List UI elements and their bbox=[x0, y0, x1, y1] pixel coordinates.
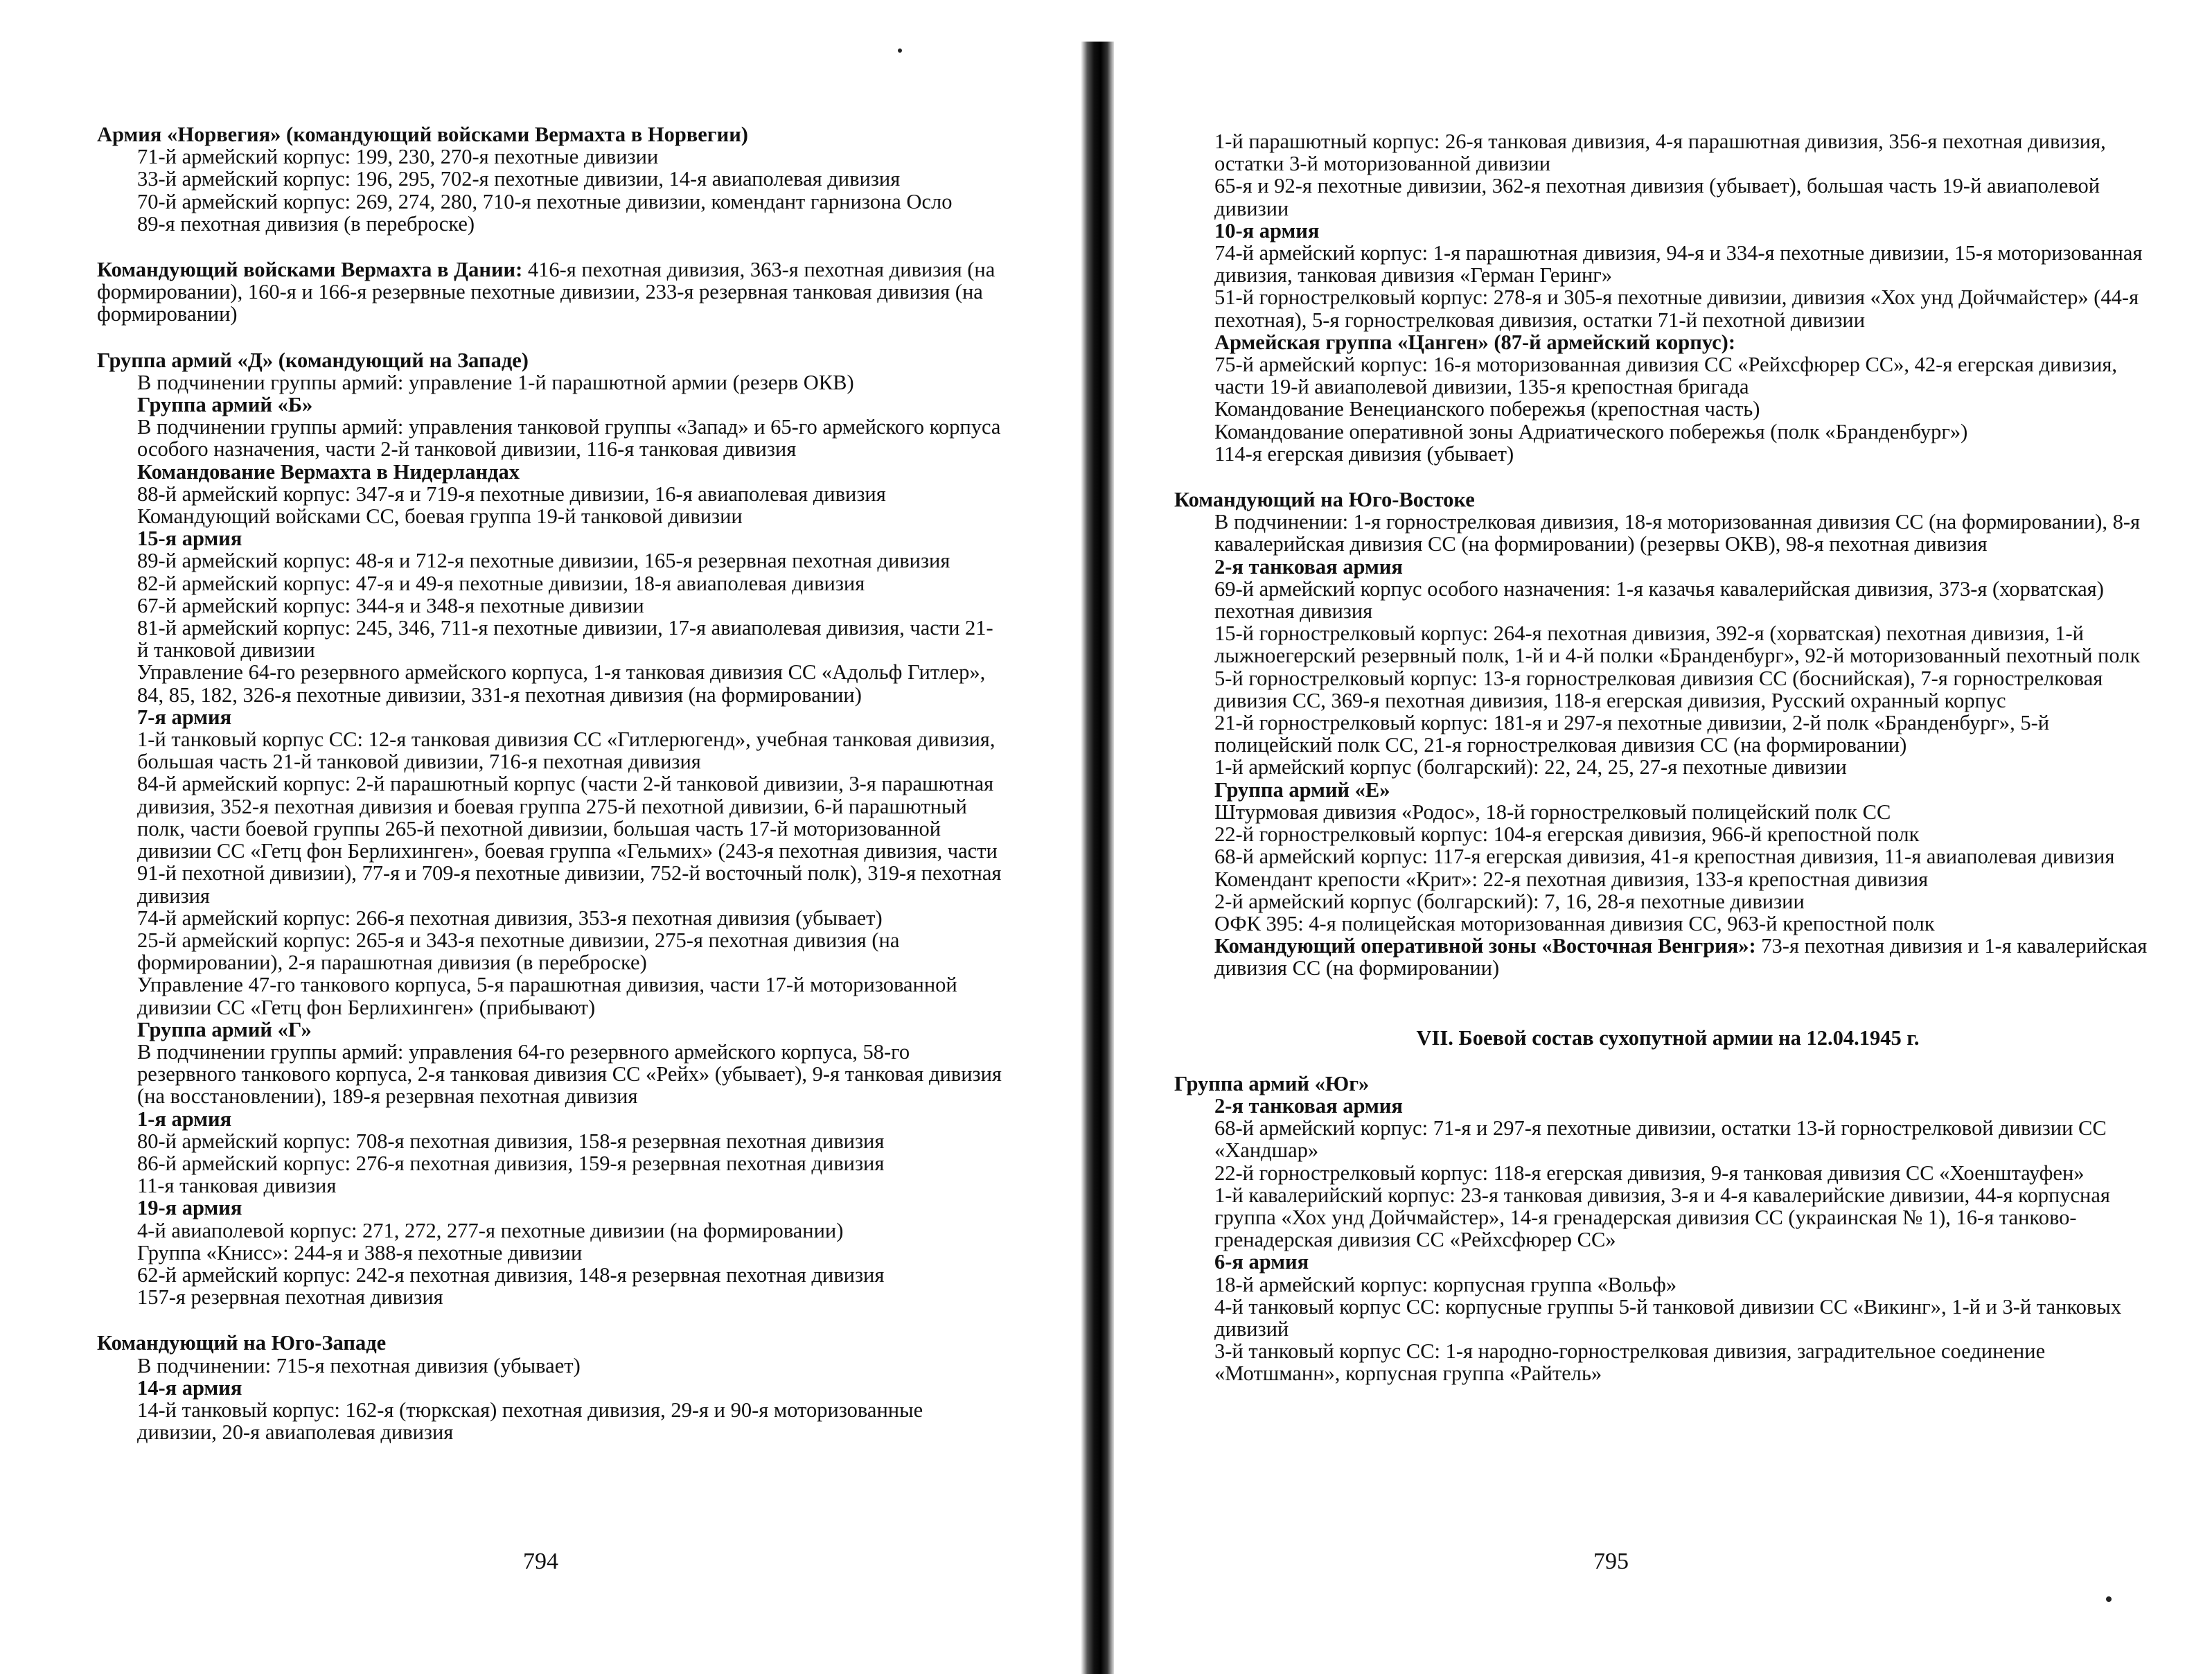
entry-line: 1-й армейский корпус (болгарский): 22, 24, 25, 27-я пехотные дивизии bbox=[1214, 755, 1847, 779]
section-heading: Группа армий «Д» (командующий на Западе) bbox=[97, 348, 529, 372]
entry-line: 51-й горнострелковый корпус: 278-я и 305-я пехотные дивизии, дивизия «Хох унд Дойчмайстер» (44-я пехотная), 5-я горнострелковая дивизия, остатки 71-й пехотной дивизии bbox=[1214, 285, 2139, 332]
scan-speck bbox=[2106, 1596, 2112, 1602]
entry-line: 11-я танковая дивизия bbox=[137, 1174, 337, 1198]
entry-line: 114-я егерская дивизия (убывает) bbox=[1214, 441, 1514, 466]
entry-line: Командование оперативной зоны Адриатического побережья (полк «Бранденбург») bbox=[1214, 419, 1968, 443]
entry-line bbox=[97, 258, 1005, 326]
entry-heading: Командующий войсками Вермахта в Дании: bbox=[97, 258, 523, 282]
entry-line: 75-й армейский корпус: 16-я моторизованная дивизия СС «Рейхсфюрер СС», 42-я егерская дивизия, части 19-й авиаполевой дивизии, 135-я крепостная бригада bbox=[1214, 353, 2118, 399]
entry-line: 88-й армейский корпус: 347-я и 719-я пехотные дивизии, 16-я авиаполевая дивизия bbox=[137, 482, 886, 506]
entry-line: 74-й армейский корпус: 1-я парашютная дивизия, 94-я и 334-я пехотные дивизии, 15-я моторизованная дивизия, танковая дивизия «Герман Геринг» bbox=[1214, 241, 2143, 288]
section-heading: 2-я танковая армия bbox=[1214, 1093, 1403, 1118]
section-heading: Армия «Норвегия» (командующий войсками Вермахта в Норвегии) bbox=[97, 123, 748, 146]
paragraph-gap bbox=[1174, 465, 2161, 488]
section-heading: Группа армий «Б» bbox=[137, 393, 313, 417]
entry-line: 71-й армейский корпус: 199, 230, 270-я пехотные дивизии bbox=[137, 145, 659, 169]
entry-line: 67-й армейский корпус: 344-я и 348-я пехотные дивизии bbox=[137, 593, 644, 617]
entry-line: 22-й горнострелковый корпус: 104-я егерская дивизия, 966-й крепостной полк bbox=[1214, 822, 1920, 847]
entry-line: Командование Венецианского побережья (крепостная часть) bbox=[1214, 397, 1760, 421]
entry-line: 82-й армейский корпус: 47-я и 49-я пехотные дивизии, 18-я авиаполевая дивизия bbox=[137, 571, 865, 595]
entry-line: Комендант крепости «Крит»: 22-я пехотная дивизия, 133-я крепостная дивизия bbox=[1214, 867, 1929, 891]
entry-line: 70-й армейский корпус: 269, 274, 280, 710-я пехотные дивизии, комендант гарнизона Осло bbox=[137, 189, 953, 213]
page-number-right: 795 bbox=[1593, 1549, 1629, 1574]
entry-line: ОФК 395: 4-я полицейская моторизованная дивизия СС, 963-й крепостной полк bbox=[1214, 911, 1935, 935]
entry-line: 69-й армейский корпус особого назначения: 1-я казачья кавалерийская дивизия, 373-я (хорватская) пехотная дивизия bbox=[1214, 576, 2104, 624]
entry-line: Штурмовая дивизия «Родос», 18-й горнострелковый полицейский полк СС bbox=[1214, 800, 1891, 824]
scan-speck bbox=[898, 49, 902, 53]
entry-line: В подчинении группы армий: управления танковой группы «Запад» и 65-го армейского корпуса особого назначения, части 2-й танковой дивизии, 116-я танковая дивизия bbox=[137, 415, 1001, 461]
entry-line: 74-й армейский корпус: 266-я пехотная дивизия, 353-я пехотная дивизия (убывает) bbox=[137, 906, 883, 930]
entry-line: Группа «Книсс»: 244-я и 388-я пехотные дивизии bbox=[137, 1240, 583, 1265]
entry-line: 21-й горнострелковый корпус: 181-я и 297-я пехотные дивизии, 2-й полк «Бранденбург», 5-й полицейский полк СС, 21-я горнострелковая дивизия СС (на формировании) bbox=[1214, 711, 2050, 757]
section-heading: 14-я армия bbox=[137, 1375, 242, 1400]
section-heading: Группа армий «Г» bbox=[137, 1017, 312, 1041]
entry-line: 25-й армейский корпус: 265-я и 343-я пехотные дивизии, 275-я пехотная дивизия (на формировании), 2-я парашютная дивизия (в переброске) bbox=[137, 928, 900, 975]
entry-line: Управление 47-го танкового корпуса, 5-я парашютная дивизия, части 17-й моторизованной дивизии СС «Гетц фон Берлихинген» (прибывают) bbox=[137, 973, 957, 1019]
entry-line: 62-й армейский корпус: 242-я пехотная дивизия, 148-я резервная пехотная дивизия bbox=[137, 1262, 885, 1287]
entry-line: В подчинении: 715-я пехотная дивизия (убывает) bbox=[137, 1353, 581, 1377]
entry-line: 157-я резервная пехотная дивизия bbox=[137, 1285, 443, 1310]
paragraph-gap bbox=[1174, 980, 2161, 1003]
paragraph-gap bbox=[1174, 1049, 2161, 1073]
entry-line: 81-й армейский корпус: 245, 346, 711-я пехотные дивизии, 17-я авиаполевая дивизия, части 21-й танковой дивизии bbox=[137, 616, 993, 662]
entry-line: В подчинении группы армий: управление 1-й парашютной армии (резерв ОКВ) bbox=[137, 370, 854, 394]
entry-text: 416-я пехотная дивизия, 363-я пехотная дивизия (на формировании), 160-я и 166-я резервные пехотные дивизии, 233-я резервная танковая дивизия (на формировании) bbox=[97, 258, 996, 326]
entry-line: 18-й армейский корпус: корпусная группа «Вольф» bbox=[1214, 1272, 1677, 1296]
entry-text: 73-я пехотная дивизия и 1-я кавалерийская дивизия СС (на формировании) bbox=[1214, 934, 2148, 980]
section-heading: Группа армий «Е» bbox=[1214, 777, 1390, 802]
entry-line: В подчинении: 1-я горнострелковая дивизия, 18-я моторизованная дивизия СС (на формировании), 8-я кавалерийская дивизия СС (на формировании) (резервы ОКВ), 98-я пехотная дивизия bbox=[1214, 510, 2141, 556]
entry-line: 89-я пехотная дивизия (в переброске) bbox=[137, 211, 475, 236]
entry-line: 3-й танковый корпус СС: 1-я народно-горнострелковая дивизия, заградительное соединение «Мотшманн», корпусная группа «Райтель» bbox=[1214, 1339, 2046, 1386]
entry-line: 15-й горнострелковый корпус: 264-я пехотная дивизия, 392-я (хорватская) пехотная дивизия, 1-й лыжноегерский резервный полк, 1-й и 4-й полки «Бранденбург», 92-й моторизованный пехотный полк bbox=[1214, 622, 2141, 668]
section-heading: Командующий на Юго-Западе bbox=[97, 1331, 387, 1355]
entry-line: 14-й танковый корпус: 162-я (тюркская) пехотная дивизия, 29-я и 90-я моторизованные дивизии, 20-я авиаполевая дивизия bbox=[137, 1398, 923, 1445]
page-number-left: 794 bbox=[523, 1549, 558, 1574]
right-text-column bbox=[1174, 130, 2161, 1385]
entry-line: 1-й кавалерийский корпус: 23-я танковая дивизия, 3-я и 4-я кавалерийские дивизии, 44-я корпусная группа «Хох унд Дойчмайстер», 14-я гренадерская дивизия СС (украинская № 1), 16-я танково-гренадерская дивизия СС «Рейхсфюрер СС» bbox=[1214, 1183, 2110, 1252]
entry-line: 4-й танковый корпус СС: корпусные группы 5-й танковой дивизии СС «Викинг», 1-й и 3-й танковых дивизий bbox=[1214, 1294, 2122, 1341]
chapter-title: VII. Боевой состав сухопутной армии на 12.04.1945 г. bbox=[1416, 1025, 1920, 1050]
section-heading: 7-я армия bbox=[137, 705, 232, 729]
entry-line: 1-й танковый корпус СС: 12-я танковая дивизия СС «Гитлерюгенд», учебная танковая дивизия, большая часть 21-й танковой дивизии, 716-я пехотная дивизия bbox=[137, 728, 996, 774]
left-page bbox=[0, 0, 1088, 1674]
entry-line: Управление 64-го резервного армейского корпуса, 1-я танковая дивизия СС «Адольф Гитлер», 84, 85, 182, 326-я пехотные дивизии, 331-я пехотная дивизия (на формировании) bbox=[137, 660, 986, 707]
right-page bbox=[1108, 0, 2212, 1674]
section-heading: 2-я танковая армия bbox=[1214, 554, 1403, 579]
entry-line: 89-й армейский корпус: 48-я и 712-я пехотные дивизии, 165-я резервная пехотная дивизия bbox=[137, 549, 950, 573]
entry-line: 5-й горнострелковый корпус: 13-я горнострелковая дивизия СС (боснийская), 7-я горнострелковая дивизия СС, 369-я пехотная дивизия, 118-я егерская дивизия, Русский охранный корпус bbox=[1214, 666, 2103, 712]
section-heading: 15-я армия bbox=[137, 527, 242, 551]
section-heading: 1-я армия bbox=[137, 1107, 232, 1131]
entry-line: В подчинении группы армий: управления 64-го резервного армейского корпуса, 58-го резервного танкового корпуса, 2-я танковая дивизия СС «Рейх» (убывает), 9-я танковая дивизия (на восстановлении), 189-я резервная пехотная дивизия bbox=[137, 1039, 1002, 1109]
section-heading: 10-я армия bbox=[1214, 218, 1320, 243]
entry-line: 2-й армейский корпус (болгарский): 7, 16, 28-я пехотные дивизии bbox=[1214, 889, 1805, 913]
entry-heading: Командующий оперативной зоны «Восточная Венгрия»: bbox=[1214, 934, 1756, 958]
entry-line: 33-й армейский корпус: 196, 295, 702-я пехотные дивизии, 14-я авиаполевая дивизия bbox=[137, 167, 901, 191]
paragraph-gap bbox=[1174, 1003, 2161, 1027]
entry-line: 22-й горнострелковый корпус: 118-я егерская дивизия, 9-я танковая дивизия СС «Хоенштауфен» bbox=[1214, 1161, 2085, 1185]
entry-line: 86-й армейский корпус: 276-я пехотная дивизия, 159-я резервная пехотная дивизия bbox=[137, 1151, 885, 1175]
paragraph-gap bbox=[97, 235, 1005, 258]
entry-line: 80-й армейский корпус: 708-я пехотная дивизия, 158-я резервная пехотная дивизия bbox=[137, 1129, 885, 1153]
entry-line: Командующий войсками СС, боевая группа 19-й танковой дивизии bbox=[137, 504, 743, 529]
section-heading: 6-я армия bbox=[1214, 1250, 1309, 1274]
section-heading: Группа армий «Юг» bbox=[1174, 1071, 1370, 1095]
entry-line: 1-й парашютный корпус: 26-я танковая дивизия, 4-я парашютная дивизия, 356-я пехотная дивизия, остатки 3-й моторизованной дивизии bbox=[1214, 130, 2106, 176]
section-heading: Армейская группа «Цанген» (87-й армейский корпус): bbox=[1214, 330, 1736, 354]
section-heading: Командующий на Юго-Востоке bbox=[1174, 488, 1475, 512]
entry-line: 68-й армейский корпус: 71-я и 297-я пехотные дивизии, остатки 13-й горнострелковой дивизии СС «Хандшар» bbox=[1214, 1116, 2107, 1163]
paragraph-gap bbox=[97, 326, 1005, 349]
section-heading: Командование Вермахта в Нидерландах bbox=[137, 459, 520, 484]
left-text-column bbox=[97, 123, 1005, 1443]
entry-line: 84-й армейский корпус: 2-й парашютный корпус (части 2-й танковой дивизии, 3-я парашютная дивизия, 352-я пехотная дивизия и боевая группа 275-й пехотной дивизии, 6-й парашютный полк, части боевой группы 265-й пехотной дивизии, большая часть 17-й моторизованной дивизии СС «Гетц фон Берлихинген», боевая группа «Гельмих» (243-я пехотная дивизия, части 91-й пехотной дивизии), 77-я и 709-я пехотные дивизии, 752-й восточный полк), 319-я пехотная дивизия bbox=[137, 772, 1002, 908]
paragraph-gap bbox=[97, 1308, 1005, 1332]
entry-line: 4-й авиаполевой корпус: 271, 272, 277-я пехотные дивизии (на формировании) bbox=[137, 1218, 844, 1242]
entry-line bbox=[1174, 935, 2161, 979]
section-heading: 19-я армия bbox=[137, 1196, 242, 1220]
entry-line: 68-й армейский корпус: 117-я егерская дивизия, 41-я крепостная дивизия, 11-я авиаполевая дивизия bbox=[1214, 845, 2115, 869]
entry-line: 65-я и 92-я пехотные дивизии, 362-я пехотная дивизия (убывает), большая часть 19-й авиаполевой дивизии bbox=[1214, 174, 2100, 220]
